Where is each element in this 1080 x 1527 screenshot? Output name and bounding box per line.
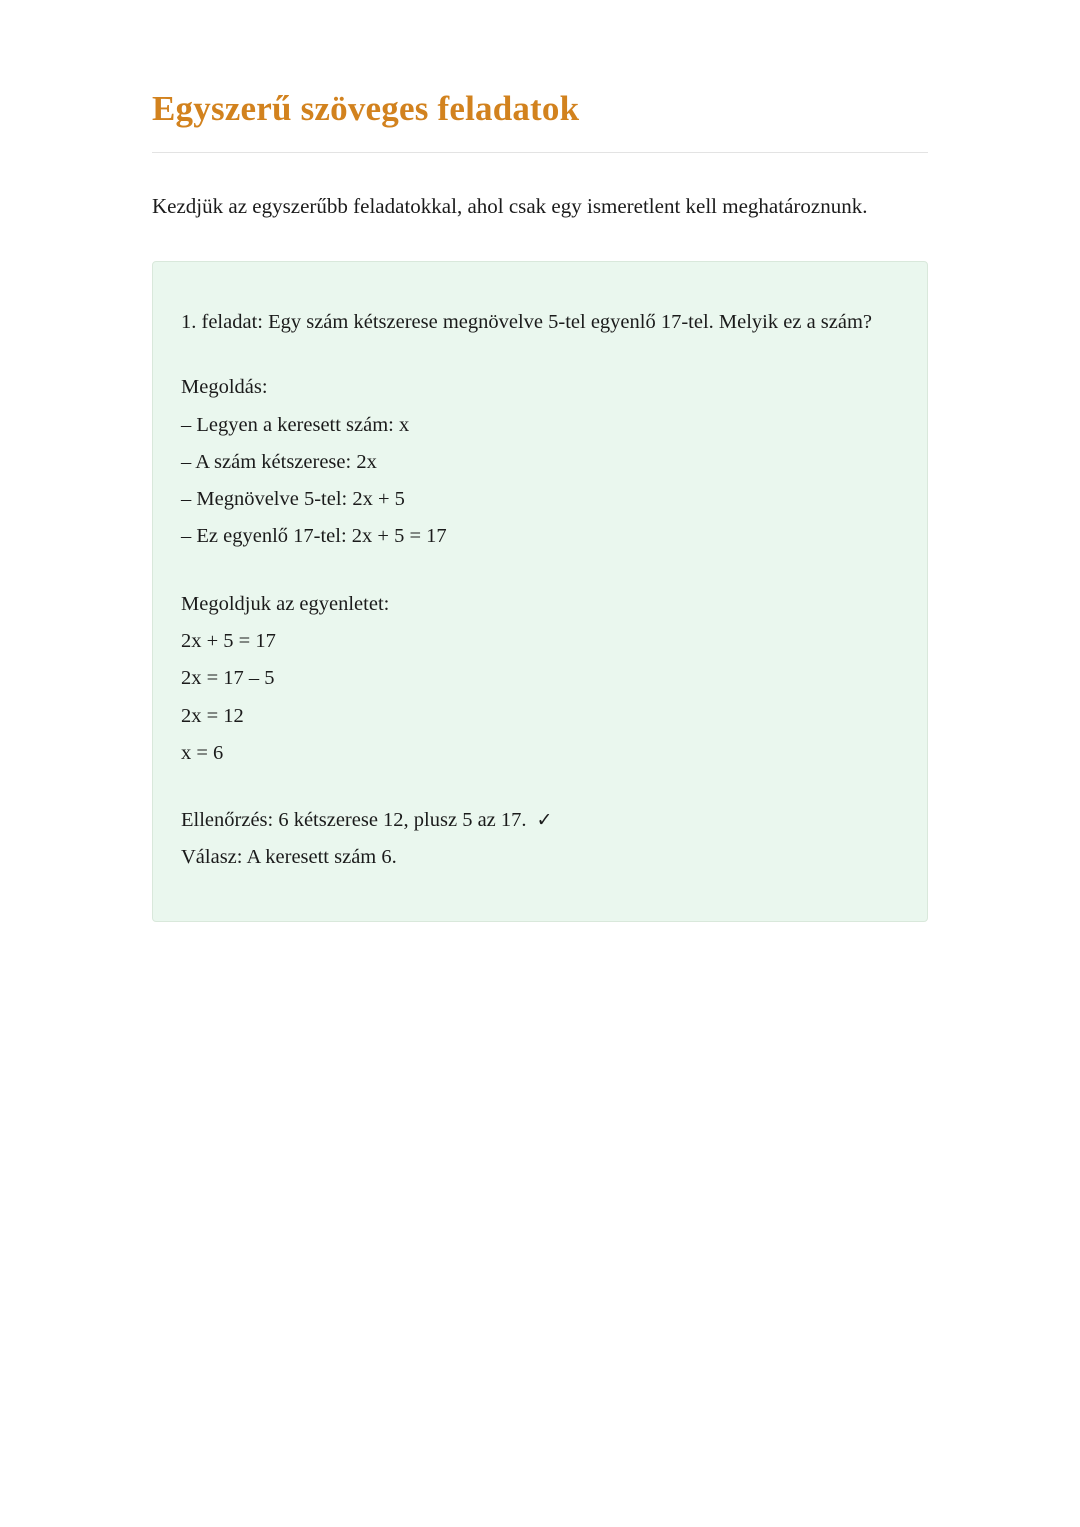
problem-block bbox=[181, 306, 897, 339]
worked-example-callout bbox=[152, 261, 928, 922]
equation-heading: Megoldjuk az egyenletet: bbox=[181, 592, 390, 615]
verification-text: Ellenőrzés: 6 kétszerese 12, plusz 5 az 17. bbox=[181, 809, 527, 832]
solution-heading: Megoldás: bbox=[181, 376, 268, 399]
check-icon: ✓ bbox=[536, 810, 553, 832]
solution-step: – Ez egyenlő 17-tel: 2x + 5 = 17 bbox=[181, 525, 447, 548]
equation-step: 2x + 5 = 17 bbox=[181, 630, 276, 652]
problem-statement: 1. feladat: Egy szám kétszerese megnövelve 5-tel egyenlő 17-tel. Melyik ez a szám? bbox=[181, 311, 873, 334]
solution-step: – Legyen a keresett szám: x bbox=[181, 413, 410, 436]
verification-line bbox=[181, 802, 897, 839]
equation-step: x = 6 bbox=[181, 741, 224, 764]
page-title: Egyszerű szöveges feladatok bbox=[152, 89, 580, 128]
equation-step: 2x = 12 bbox=[181, 704, 244, 727]
title-divider bbox=[152, 152, 928, 153]
callout-content bbox=[181, 306, 897, 877]
equation-step: 2x = 17 – 5 bbox=[181, 667, 275, 690]
verification-block bbox=[181, 802, 897, 877]
answer-line: Válasz: A keresett szám 6. bbox=[181, 846, 397, 869]
equation-block bbox=[181, 586, 897, 772]
intro-paragraph: Kezdjük az egyszerűbb feladatokkal, ahol csak egy ismeretlent kell meghatároznunk. bbox=[152, 194, 868, 218]
solution-block bbox=[181, 369, 897, 555]
solution-step: – A szám kétszerese: 2x bbox=[181, 450, 377, 473]
solution-step: – Megnövelve 5-tel: 2x + 5 bbox=[181, 488, 405, 511]
